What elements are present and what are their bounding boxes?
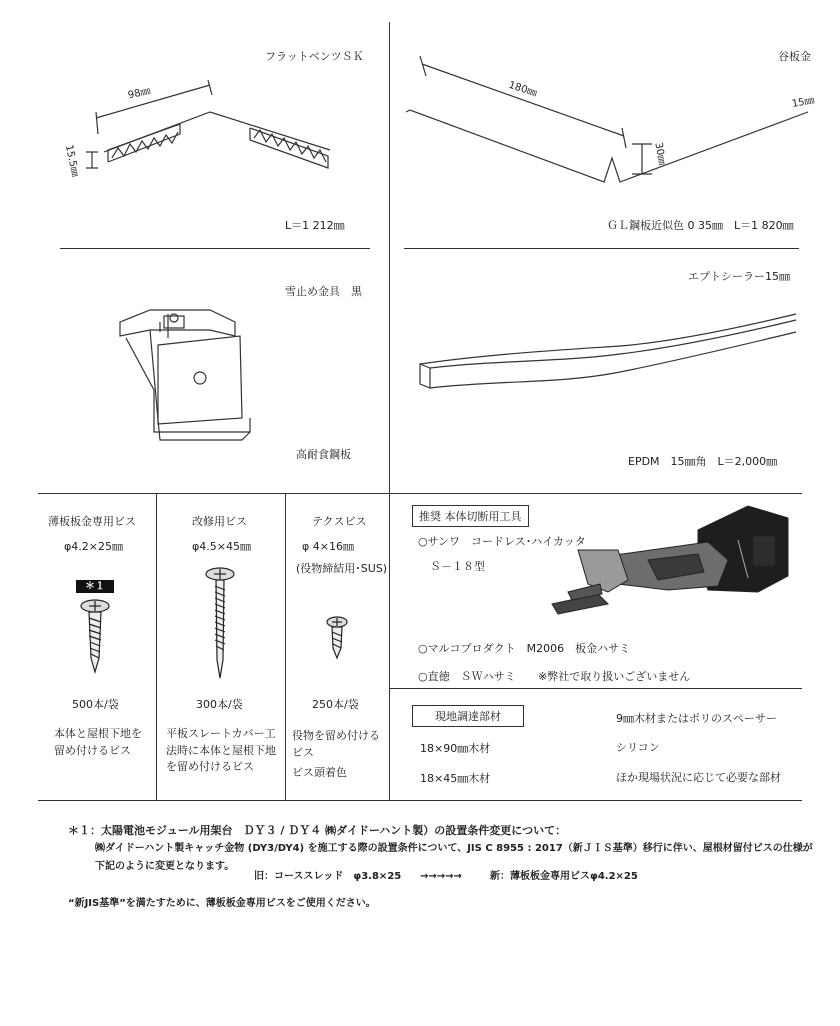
sealer-title: エプトシーラー15㎜ <box>688 270 790 283</box>
tool-3-note: ※弊社で取り扱いございません <box>538 670 691 683</box>
divider-left-1 <box>60 248 370 249</box>
note-line-3: 下記のように変更となります。 <box>95 861 235 872</box>
screw-3-icon <box>322 614 352 664</box>
flat-vent-dim-width: 98㎜ <box>126 85 152 102</box>
flat-vent-title: フラットベンツＳＫ <box>265 50 364 63</box>
divider-bottom <box>38 800 802 801</box>
screw-2-name: 改修用ビス <box>192 515 247 528</box>
screw-3-qty: 250本/袋 <box>312 698 359 711</box>
local-material-left-1: 18×90㎜木材 <box>420 742 491 755</box>
valley-dim-length: 180㎜ <box>507 79 539 100</box>
note-footer: “新JIS基準”を満たすために、薄板板金専用ビスをご使用ください。 <box>68 898 376 909</box>
screw-1-size: φ4.2×25㎜ <box>64 540 123 553</box>
screw-2-size: φ4.5×45㎜ <box>192 540 251 553</box>
screw-1-icon <box>75 596 115 676</box>
valley-spec: ＧＬ鋼板近似色 0 35㎜ L＝1 820㎜ <box>607 219 794 232</box>
screw-3-size: φ 4×16㎜ <box>302 540 354 553</box>
tool-3: ○直徳 ＳＷハサミ <box>418 670 516 683</box>
snow-stop-title: 雪止め金具 黒 <box>285 285 362 298</box>
screw-1-desc: 本体と屋根下地を留め付けるビス <box>54 727 142 757</box>
vertical-divider-top <box>389 22 390 800</box>
local-materials-heading: 現地調達部材 <box>412 705 524 727</box>
local-material-right-1: 9㎜木材またはポリのスペーサー <box>616 712 777 725</box>
snow-stop-material: 高耐食鋼板 <box>296 448 351 461</box>
flat-vent-dim-height: 15.5㎜ <box>62 143 81 178</box>
tool-1: ○サンワ コードレス･ハイカッタ <box>418 535 586 548</box>
screw-2-desc: 平板スレートカバー工法時に本体と屋根下地を留め付けるビス <box>166 727 276 773</box>
valley-drawing <box>400 0 820 200</box>
local-material-right-2: シリコン <box>616 741 660 754</box>
note-line-1: ＊１：太陽電池モジュール用架台 ＤＹ３ / ＤＹ４ ㈱ダイドーハント製）の設置条件変更について： <box>68 824 567 837</box>
tools-heading: 推奨 本体切断用工具 <box>412 505 529 527</box>
screw-3-name: テクスビス <box>312 515 367 528</box>
flat-vent-length: L＝1 212㎜ <box>285 219 345 232</box>
local-material-left-2: 18×45㎜木材 <box>420 772 491 785</box>
snow-stop-drawing <box>110 300 310 450</box>
screw-3-desc: 役物を留め付けるビス <box>292 729 380 759</box>
cutter-tool-image <box>548 500 798 630</box>
tool-2: ○マルコプロダクト M2006 板金ハサミ <box>418 642 631 655</box>
screw-1-qty: 500本/袋 <box>72 698 119 711</box>
screw-2-icon <box>200 564 240 684</box>
screw-1-name: 薄板板金専用ビス <box>48 515 136 528</box>
note-old-spec: 旧：コーススレッド φ3.8×25 <box>254 871 402 882</box>
sealer-spec: EPDM 15㎜角 L＝2,000㎜ <box>628 455 778 468</box>
divider-tools <box>389 688 802 689</box>
screw-2-qty: 300本/袋 <box>196 698 243 711</box>
valley-dim-right: 15㎜ <box>791 95 816 110</box>
tool-1-model: Ｓ－１８型 <box>430 560 485 573</box>
note-arrows: →→→→→ <box>420 871 462 882</box>
valley-dim-depth: 30㎜ <box>652 141 668 167</box>
screw-1-badge: ＊１ <box>76 580 114 593</box>
note-new-spec: 新：薄板板金専用ビスφ4.2×25 <box>490 871 638 882</box>
sealer-drawing <box>410 300 810 420</box>
divider-right-1 <box>404 248 799 249</box>
flat-vent-drawing <box>0 0 340 200</box>
screw-3-desc2: ビス頭着色 <box>292 766 347 779</box>
valley-title: 谷板金 <box>778 50 811 63</box>
screw-3-size-note: (役物締結用･SUS) <box>296 562 388 575</box>
divider-screw-1 <box>156 493 157 800</box>
divider-screw-2 <box>285 493 286 800</box>
divider-row-2 <box>38 493 802 494</box>
note-line-2: ㈱ダイドーハント製キャッチ金物 (DY3/DY4) を施工する際の設置条件について、JIS C 8955 : 2017（新ＪＩＳ基準）移行に伴い、屋根材留付ビスの仕様が <box>95 843 813 854</box>
local-material-right-3: ほか現場状況に応じて必要な部材 <box>616 771 781 784</box>
